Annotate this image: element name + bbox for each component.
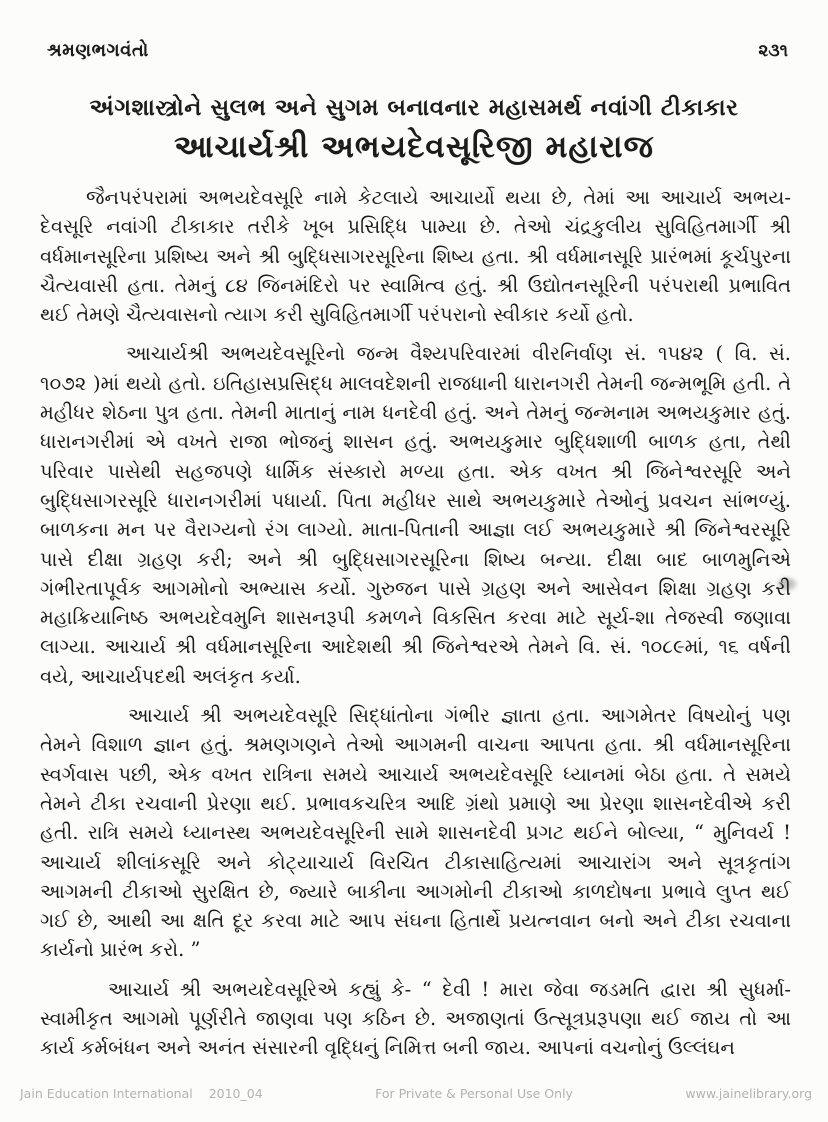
page-header bbox=[47, 40, 788, 61]
scan-ink-smudge bbox=[778, 578, 796, 590]
running-title: શ્રમણભગવંતો bbox=[47, 40, 149, 61]
paragraph-3: આચાર્ય શ્રી અભયદેવસૂરિ સિદ્ધાંતોના ગંભીર જ્ઞાતા હતા. આગમેતર વિષયોનું પણ તેમને વિશાળ જ્ઞાન હતું. શ્રમણગણને તેઓ આગમની વાચના આપતા હતા. શ્રી વર્ધમાનસૂરિના સ્વર્ગવાસ પછી, એક વખત રાત્રિના સમયે આચાર્ય અભયદેવસૂરિ ધ્યાનમાં બેઠા હતા. તે સમયે તેમને ટીકા રચવાની પ્રેરણા થઈ. પ્રભાવકચરિત્ર આદિ ગ્રંથો પ્રમાણે આ પ્રેરણા શાસનદેવીએ કરી હતી. રાત્રિ સમયે ધ્યાનસ્થ અભયદેવસૂરિની સામે શાસનદેવી પ્રગટ થઈને બોલ્યા, “ મુનિવર્ય ! આચાર્ય શીલાંકસૂરિ અને કોટ્યાચાર્ય વિરચિત ટીકાસાહિત્યમાં આચારાંગ અને સૂત્રકૃતાંગ આગમની ટીકાઓ સુરક્ષિત છે, જ્યારે બાકીના આગમોની ટીકાઓ કાળદોષના પ્રભાવે લુપ્ત થઈ ગઈ છે, આથી આ ક્ષતિ દૂર કરવા માટે આપ સંઘના હિતાર્થે પ્રયત્નવાન બનો અને ટીકા રચવાના કાર્યનો પ્રારંભ કરો. ” bbox=[40, 704, 791, 962]
article-subtitle: અંગશાસ્ત્રોને સુલભ અને સુગમ બનાવનાર મહાસમર્થ નવાંગી ટીકાકાર bbox=[89, 94, 739, 121]
page-number: ૨૩૧ bbox=[758, 41, 788, 61]
article-body bbox=[40, 183, 791, 1073]
paragraph-1: જૈનપરંપરામાં અભયદેવસૂરિ નામે કેટલાયે આચાર્યો થયા છે, તેમાં આ આચાર્ય અભય-દેવસૂરિ નવાંગી ટીકાકાર તરીકે ખૂબ પ્રસિદ્ધિ પામ્યા છે. તેઓ ચંદ્રકુલીય સુવિહિતમાર્ગી શ્રી વર્ધમાનસૂરિના પ્રશિષ્ય અને શ્રી બુદ્ધિસાગરસૂરિના શિષ્ય હતા. શ્રી વર્ધમાનસૂરિ પ્રારંભમાં કૂર્ચપુરના ચૈત્યવાસી હતા. તેમનું ૮૪ જિનમંદિરો પર સ્વામિત્વ હતું. શ્રી ઉદ્યોતનસૂરિની પરંપરાથી પ્રભાવિત થઈ તેમણે ચૈત્યવાસનો ત્યાગ કરી સુવિહિતમાર્ગી પરંપરાનો સ્વીકાર કર્યો હતો. bbox=[40, 186, 791, 327]
page-footer bbox=[20, 1086, 812, 1101]
footer-website: www.jainelibrary.org bbox=[685, 1086, 812, 1101]
footer-edition-code: 2010_04 bbox=[208, 1086, 263, 1101]
paragraph-2: આચાર્યશ્રી અભયદેવસૂરિનો જન્મ વૈશ્યપરિવારમાં વીરનિર્વાણ સં. ૧૫૪૨ ( વિ. સં. ૧૦૭૨ )માં થયો હતો. ઇતિહાસપ્રસિદ્ધ માલવદેશની રાજધાની ધારાનગરી તેમની જન્મભૂમિ હતી. તે મહીધર શેઠના પુત્ર હતા. તેમની માતાનું નામ ધનદેવી હતું. અને તેમનું જન્મનામ અભયકુમાર હતું. ધારાનગરીમાં એ વખતે રાજા ભોજનું શાસન હતું. અભયકુમાર બુદ્ધિશાળી બાળક હતા, તેથી પરિવાર પાસેથી સહજપણે ધાર્મિક સંસ્કારો મળ્યા હતા. એક વખત શ્રી જિનેશ્વરસૂરિ અને બુદ્ધિસાગરસૂરિ ધારાનગરીમાં પધાર્યા. પિતા મહીધર સાથે અભયકુમારે તેઓનું પ્રવચન સાંભળ્યું. બાળકના મન પર વૈરાગ્યનો રંગ લાગ્યો. માતા-પિતાની આજ્ઞા લઈ અભયકુમારે શ્રી જિનેશ્વરસૂરિ પાસે દીક્ષા ગ્રહણ કરી; અને શ્રી બુદ્ધિસાગરસૂરિના શિષ્ય બન્યા. દીક્ષા બાદ બાળમુનિએ ગંભીરતાપૂર્વક આગમોનો અભ્યાસ કર્યો. ગુરુજન પાસે ગ્રહણ અને આસેવન શિક્ષા ગ્રહણ કરી મહાક્રિયાનિષ્ઠ અભયદેવમુનિ શાસનરૂપી કમળને વિકસિત કરવા માટે સૂર્ય-શા તેજસ્વી જણાવા લાગ્યા. આચાર્ય શ્રી વર્ધમાનસૂરિના આદેશથી શ્રી જિનેશ્વરએ તેમને વિ. સં. ૧૦૮૯માં, ૧૬ વર્ષની વયે, આચાર્યપદથી અલંકૃત કર્યા. bbox=[40, 342, 791, 688]
article-title: આચાર્યશ્રી અભયદેવસૂરિજી મહારાજ bbox=[174, 129, 654, 165]
footer-publisher bbox=[20, 1086, 263, 1101]
footer-usage-note: For Private & Personal Use Only bbox=[375, 1086, 573, 1101]
footer-publisher-name: Jain Education International bbox=[20, 1086, 193, 1101]
paragraph-4: આચાર્ય શ્રી અભયદેવસૂરિએ કહ્યું કે- “ દેવી ! મારા જેવા જડમતિ દ્વારા શ્રી સુધર્મા-સ્વામીકૃત આગમો પૂર્ણરીતે જાણવા પણ કઠિન છે. અજાણતાં ઉત્સૂત્રપ્રરૂપણા થઈ જાય તો આ કાર્ય કર્મબંધન અને અનંત સંસારની વૃદ્ધિનું નિમિત્ત બની જાય. આપનાં વચનોનું ઉલ્લંઘન bbox=[40, 977, 791, 1060]
